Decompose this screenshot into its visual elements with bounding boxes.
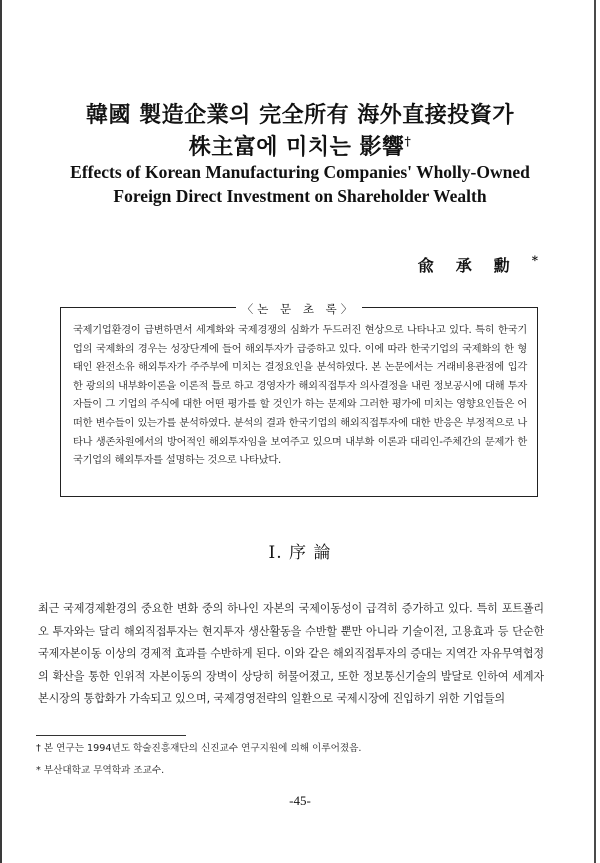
footnote-affiliation: * 부산대학교 무역학과 조교수. xyxy=(36,765,165,776)
author xyxy=(418,253,538,276)
abstract-text: 국제기업환경이 급변하면서 세계화와 국제경쟁의 심화가 두드러진 현상으로 나타나고 있다. 특히 한국기업의 국제화의 경우는 성장단계에 들어 해외투자가 급증하고 있다. 이에 따라 한국기업의 국제화의 한 형태인 완전소유 해외투자가 주주부에 미치는 결정요인을 분석하였다. 본 논문에서는 거래비용관점에 입각한 광의의 내부화이론을 이론적 틀로 하고 경영자가 해외직접투자 의사결정을 내린 정보공시에 대해 투자자들이 그 기업의 주식에 대한 어떤 평가를 할 것인가 하는 문제와 그러한 평가에 미치는 영향요인들은 어떠한 변수들이 있는가를 분석하였다. 분석의 결과 한국기업의 해외직접투자에 대한 반응은 부정적으로 나타나 생존차원에서의 방어적인 해외투자임을 보여주고 있으며 내부화 이론과 대리인-주체간의 문제가 한국기업의 해외투자를 설명하는 것으로 나타났다. xyxy=(73,325,527,467)
author-name: 兪承勳 xyxy=(417,256,532,275)
footnote-funding: † 본 연구는 1994년도 학술진흥재단의 신진교수 연구지원에 의해 이루어졌음. xyxy=(36,743,362,754)
korean-title-line-2-text: 株主富에 미치는 影響 xyxy=(188,134,405,160)
title-dagger-mark: † xyxy=(404,134,412,149)
korean-title-line-2 xyxy=(0,130,600,161)
abstract-label-wrapper xyxy=(61,298,537,317)
english-title-line-2: Foreign Direct Investment on Shareholder Wealth xyxy=(113,186,487,206)
body-paragraph: 최근 국제경제환경의 중요한 변화 중의 하나인 자본의 국제이동성이 급격히 증가하고 있다. 특히 포트폴리오 투자와는 달리 해외직접투자는 현지투자 생산활동을 수반할 뿐만 아니라 기술이전, 고용효과 등 단순한 국제자본이동 이상의 경제적 효과를 수반하게 된다. 이와 같은 해외직접투자의 증대는 지역간 자유무역협정의 확산을 통한 인위적 자본이동의 장벽이 상당히 허물어졌고, 또한 정보통신기술의 발달로 인하여 세계자본시장의 통합화가 가속되고 있으며, 국제경영전략의 일환으로 국제시장에 진입하기 위한 기업들의 xyxy=(38,602,544,706)
korean-title-line-1-text: 韓國 製造企業의 完全所有 海外直接投資가 xyxy=(86,102,514,128)
abstract-label: 〈논 문 초 록〉 xyxy=(236,302,362,316)
page-number: -45- xyxy=(289,793,311,808)
footnote-rule xyxy=(36,735,186,736)
section-heading: I. 序 論 xyxy=(268,543,332,563)
author-mark: * xyxy=(531,253,538,268)
abstract-box xyxy=(60,302,538,497)
english-title-line-1: Effects of Korean Manufacturing Companies' Wholly-Owned xyxy=(70,162,530,182)
korean-title-line-1 xyxy=(0,98,600,129)
